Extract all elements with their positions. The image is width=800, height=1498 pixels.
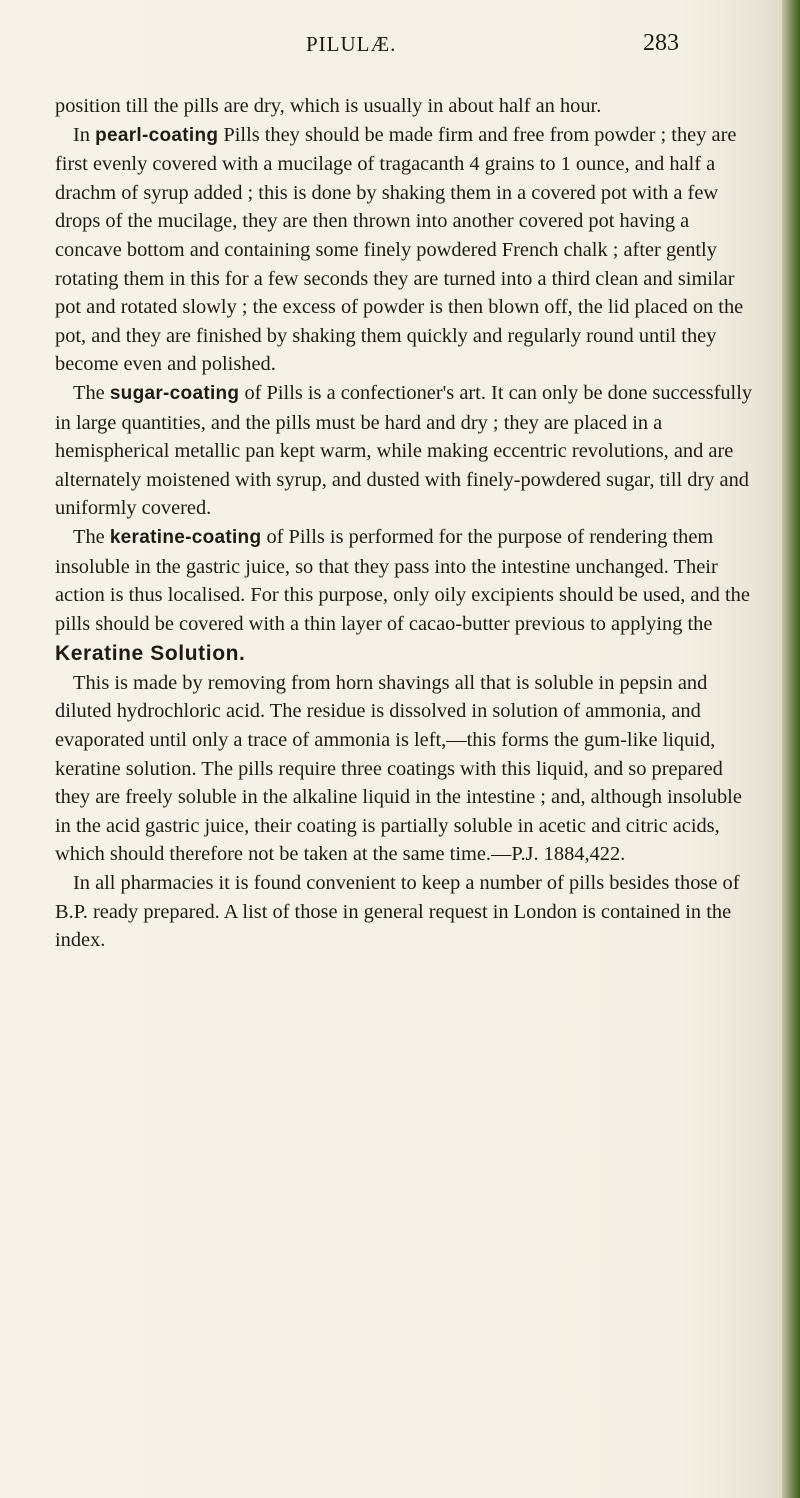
paragraph-keratine-solution: This is made by removing from horn shavings all that is soluble in pepsin and diluted hydrochloric acid. The residue is dissolved in solution of ammonia, and evaporated until only a trace of ammonia is left,—this forms the gum-like liquid, keratine solution. The pills require three coatings with this liquid, and so prepared they are freely soluble in the alkaline liquid in the intestine ; and, although insoluble in the acid gastric juice, their coating is partially soluble in acetic and citric acids, which should therefore not be taken at the same time.—P.J. 1884,422. — [55, 671, 742, 866]
paragraph-prefix: The — [73, 381, 110, 404]
paragraph-sugar-coating — [55, 379, 755, 523]
paragraph-keratine-coating — [55, 523, 755, 638]
term-keratine-coating: keratine-coating — [109, 526, 262, 548]
term-sugar-coating: sugar-coating — [109, 382, 240, 404]
paragraph-prefix: The — [73, 525, 110, 548]
page-body — [55, 92, 755, 955]
paragraph-prefix: In — [73, 123, 96, 146]
term-pearl-coating: pearl-coating — [95, 124, 219, 146]
paragraph-continuation: position till the pills are dry, which is usually in about half an hour. — [55, 95, 602, 117]
running-head: PILULÆ. — [306, 32, 397, 56]
paragraph-pearl-coating — [55, 121, 755, 379]
paragraph-text: of Pills is a confectioner's art. It can only be done successfully in large quantities, and the pills must be hard and dry ; they are placed in a hemispherical metallic pan kept warm, while making eccentric revolutions, and are alternately moistened with syrup, and dusted with finely-powdered sugar, till dry and uniformly covered. — [55, 381, 753, 520]
paragraph-text: of Pills is performed for the purpose of rendering them insoluble in the gastric juice, so that they pass into the intestine unchanged. Their action is thus localised. For this purpose, only oily excipients should be used, and the pills should be covered with a thin layer of cacao-butter previous to applying the — [55, 525, 750, 635]
book-binding-edge — [782, 0, 800, 1498]
paragraph-text: Pills they should be made firm and free from powder ; they are first evenly covered with a mucilage of tragacanth 4 grains to 1 ounce, and half a drachm of syrup added ; this is done by shaking them in a covered pot with a few drops of the mucilage, they are then thrown into another covered pot having a concave bottom and containing some finely powdered French chalk ; after gently rotating them in this for a few seconds they are turned into a third clean and similar pot and rotated slowly ; the excess of powder is then blown off, the lid placed on the pot, and they are finished by shaking them quickly and regularly round until they become even and polished. — [55, 123, 744, 376]
section-heading-keratine-solution: Keratine Solution. — [55, 642, 246, 666]
page-header — [0, 28, 800, 58]
paragraph-pharmacies: In all pharmacies it is found convenient to keep a number of pills besides those of B.P. ready prepared. A list of those in general request in London is contained in the index. — [55, 872, 740, 952]
page-number: 283 — [643, 30, 679, 56]
